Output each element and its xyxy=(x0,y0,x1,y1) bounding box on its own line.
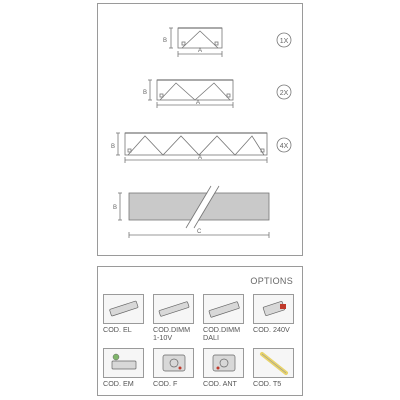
variant-2x-height-label: B xyxy=(143,90,148,96)
anti-panic-icon xyxy=(203,348,244,378)
dimmable-driver-icon xyxy=(153,294,194,324)
dali-driver-icon xyxy=(203,294,244,324)
option-ant-label: COD. ANT xyxy=(203,379,237,388)
option-dimm-1-10v-label: COD.DIMM xyxy=(153,325,191,334)
option-dimm-dali-sublabel: DALI xyxy=(203,333,219,342)
variant-1x-badge xyxy=(277,33,291,47)
option-dimm-1-10v-sublabel: 1-10V xyxy=(153,333,173,342)
variant-1x-drawing xyxy=(169,28,222,57)
linear-length-label: C xyxy=(197,229,202,235)
linear-height-label: B xyxy=(113,205,118,211)
variant-2x-badge xyxy=(277,85,291,99)
option-el-label: COD. EL xyxy=(103,325,132,334)
option-240v[interactable] xyxy=(253,294,298,334)
240v-connector-icon xyxy=(253,294,294,324)
option-t5[interactable] xyxy=(253,348,298,388)
options-title: OPTIONS xyxy=(250,276,293,286)
emergency-kit-icon xyxy=(103,348,144,378)
option-dimm-dali[interactable] xyxy=(203,294,248,342)
option-em[interactable] xyxy=(103,348,148,388)
t5-tube-icon xyxy=(253,348,294,378)
variant-4x-drawing xyxy=(116,133,267,163)
option-240v-label: COD. 240V xyxy=(253,325,290,334)
option-f-label: COD. F xyxy=(153,379,178,388)
driver-module-icon xyxy=(103,294,144,324)
variant-1x-count-label: 1X xyxy=(279,38,289,45)
variant-1x-width-label: A xyxy=(198,48,203,54)
variant-4x-height-label: B xyxy=(111,144,116,150)
option-em-label: COD. EM xyxy=(103,379,134,388)
variant-1x-height-label: B xyxy=(163,38,168,44)
variant-2x-width-label: A xyxy=(196,100,201,106)
option-ant[interactable] xyxy=(203,348,248,388)
option-dimm-1-10v[interactable] xyxy=(153,294,198,342)
variant-2x-drawing xyxy=(148,80,233,108)
fuse-holder-icon xyxy=(153,348,194,378)
option-t5-label: COD. T5 xyxy=(253,379,282,388)
variant-2x-count-label: 2X xyxy=(279,90,289,97)
linear-profile-drawing xyxy=(118,186,269,238)
variant-4x-width-label: A xyxy=(198,155,203,161)
option-dimm-dali-label: COD.DIMM xyxy=(203,325,241,334)
option-f[interactable] xyxy=(153,348,198,388)
variant-4x-badge xyxy=(277,138,291,152)
option-el[interactable] xyxy=(103,294,148,334)
variant-4x-count-label: 4X xyxy=(279,143,289,150)
